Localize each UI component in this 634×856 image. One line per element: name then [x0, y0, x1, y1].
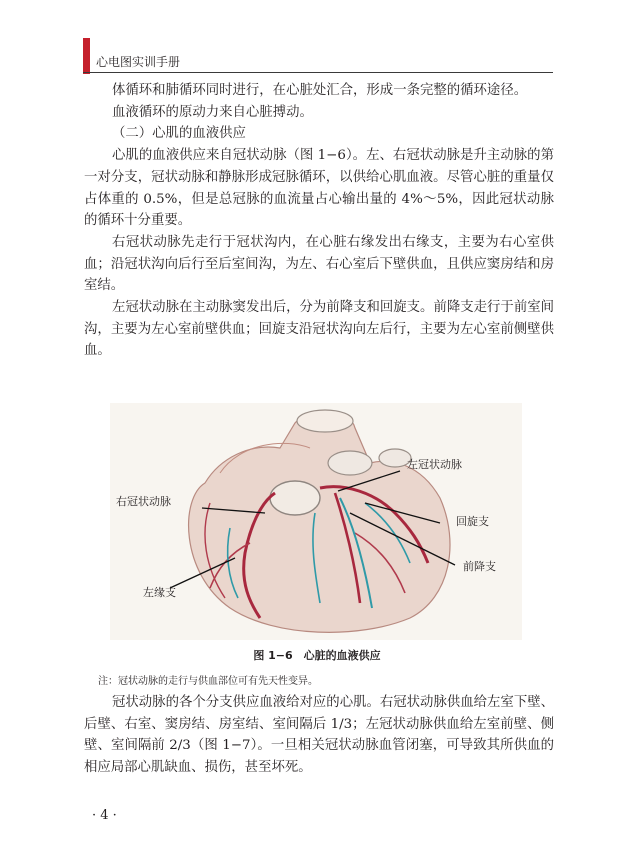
- paragraph-myocardial-supply: 心肌的血液供应来自冠状动脉（图 1−6）。左、右冠状动脉是升主动脉的第一对分支，冠状动脉和静脉形成冠脉循环，以供给心肌血液。尽管心脏的重量仅占体重的 0.5%，但是总冠脉的血流量占心输出量的 4%～5%，因此冠状动脉的循环十分重要。: [84, 148, 554, 229]
- label-right-coronary: 右冠状动脉: [116, 495, 171, 508]
- label-left-marginal: 左缘支: [143, 586, 176, 599]
- paragraph-right-coronary: 右冠状动脉先走行于冠状沟内，在心脏右缘发出右缘支，主要为右心室供血；沿冠状沟向后行至后室间沟，为左、右心室后下壁供血，且供应窦房结和房室结。: [84, 234, 554, 294]
- running-header-title: 心电图实训手册: [96, 55, 181, 69]
- section-heading: （二）心肌的血液供应: [112, 126, 246, 142]
- text-block-top: [84, 80, 554, 362]
- header-accent-bar: [83, 38, 90, 74]
- figure-note: 注：冠状动脉的走行与供血部位可有先天性变异。: [98, 676, 318, 687]
- label-anterior-descending: 前降支: [463, 560, 496, 573]
- paragraph-driving-force: 血液循环的原动力来自心脏搏动。: [112, 104, 313, 120]
- page-number: · 4 ·: [92, 808, 117, 823]
- paragraph-branch-supply: 冠状动脉的各个分支供应血液给对应的心肌。右冠状动脉供血给左室下壁、后壁、右室、窦房结、房室结、室间隔后 1/3；左冠状动脉供血给左室前壁、侧壁、室间隔前 2/3（图 1−7）。一旦相关冠状动脉血管闭塞，可导致其所供血的相应局部心肌缺血、损伤，甚至坏死。: [84, 695, 554, 776]
- label-circumflex: 回旋支: [456, 515, 489, 528]
- paragraph-circulation: 体循环和肺循环同时进行，在心脏处汇合，形成一条完整的循环途径。: [112, 83, 528, 98]
- paragraph-left-coronary: 左冠状动脉在主动脉窦发出后，分为前降支和回旋支。前降支走行于前室间沟，主要为左心室前壁供血；回旋支沿冠状沟向左后行，主要为左心室前侧壁供血。: [84, 300, 554, 359]
- figure-caption: 图 1−6 心脏的血液供应: [253, 649, 381, 662]
- text-block-bottom: [84, 692, 554, 779]
- header-rule: [83, 72, 553, 73]
- label-left-coronary: 左冠状动脉: [407, 458, 462, 471]
